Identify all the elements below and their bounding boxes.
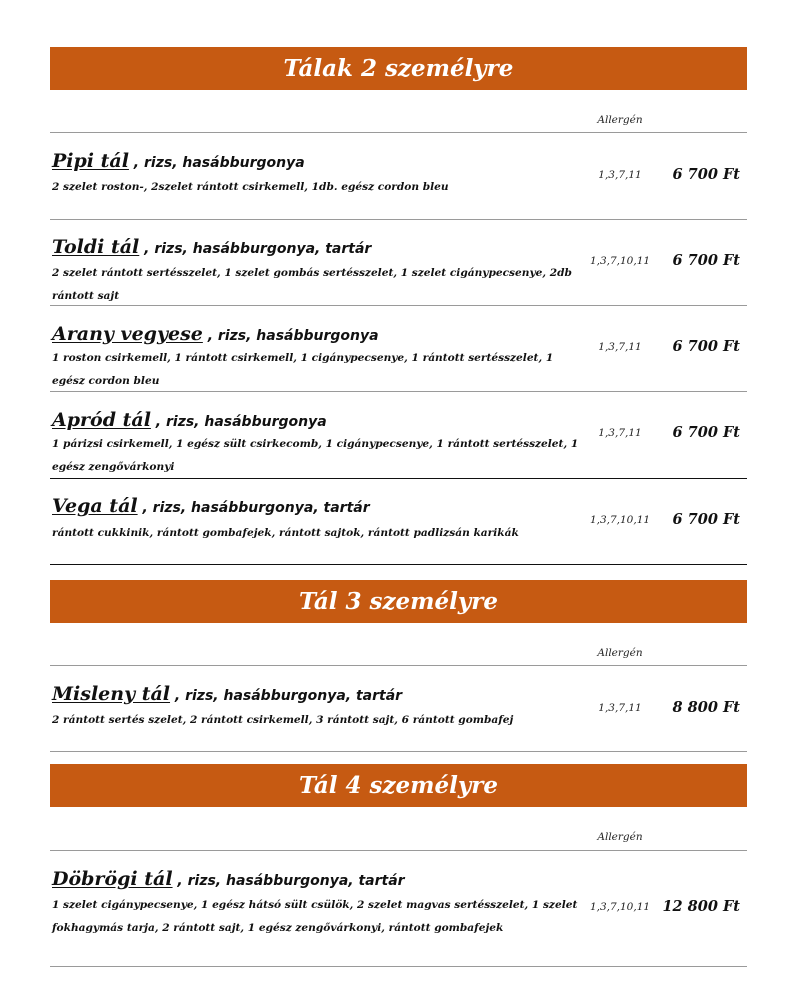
item-title xyxy=(52,150,305,172)
item-allergens: 1,3,7,11 xyxy=(598,341,642,353)
item-price: 6 700 Ft xyxy=(672,511,740,528)
item-price: 12 800 Ft xyxy=(662,898,740,915)
item-sides: , rizs, hasábburgonya xyxy=(150,414,327,430)
item-allergens: 1,3,7,10,11 xyxy=(589,901,651,913)
item-name: Apród tál xyxy=(52,409,151,431)
item-sides: , rizs, hasábburgonya xyxy=(202,328,379,344)
item-name: Pipi tál xyxy=(52,150,129,172)
divider xyxy=(50,665,747,666)
item-sides: , rizs, hasábburgonya xyxy=(128,155,305,171)
item-price: 6 700 Ft xyxy=(672,252,740,269)
allergen-column-header: Allergén xyxy=(597,647,643,659)
item-price: 6 700 Ft xyxy=(672,166,740,183)
item-price: 8 800 Ft xyxy=(672,699,740,716)
item-description: 1 párizsi csirkemell, 1 egész sült csirkecomb, 1 cigánypecsenye, 1 rántott sertésszelet, 1 egész zengővárkonyi xyxy=(52,438,579,473)
divider xyxy=(50,219,747,220)
item-name: Arany vegyese xyxy=(52,323,203,345)
section-title: Tál 4 személyre xyxy=(50,764,747,807)
item-description: 2 rántott sertés szelet, 2 rántott csirkemell, 3 rántott sajt, 6 rántott gombafej xyxy=(52,714,514,726)
item-allergens: 1,3,7,11 xyxy=(598,702,642,714)
divider xyxy=(50,966,747,967)
item-title xyxy=(52,495,370,517)
divider xyxy=(50,751,747,752)
item-title xyxy=(52,868,405,890)
item-description: rántott cukkinik, rántott gombafejek, rántott sajtok, rántott padlizsán karikák xyxy=(52,527,519,539)
item-allergens: 1,3,7,11 xyxy=(598,427,642,439)
divider xyxy=(50,478,747,479)
allergen-column-header: Allergén xyxy=(597,114,643,126)
item-allergens: 1,3,7,11 xyxy=(598,169,642,181)
item-price: 6 700 Ft xyxy=(672,424,740,441)
item-price: 6 700 Ft xyxy=(672,338,740,355)
item-allergens: 1,3,7,10,11 xyxy=(589,255,651,267)
item-name: Toldi tál xyxy=(52,236,140,258)
item-sides: , rizs, hasábburgonya, tartár xyxy=(139,241,372,257)
item-description: 1 szelet cigánypecsenye, 1 egész hátsó sült csülök, 2 szelet magvas sertésszelet, 1 szelet fokhagymás tarja, 2 rántott sajt, 1 egész zengővárkonyi, rántott gombafejek xyxy=(52,899,578,934)
item-title xyxy=(52,409,327,431)
item-description: 1 roston csirkemell, 1 rántott csirkemell, 1 cigánypecsenye, 1 rántott sertésszelet, 1 egész cordon bleu xyxy=(52,352,554,387)
allergen-column-header: Allergén xyxy=(597,831,643,843)
item-description: 2 szelet rántott sertésszelet, 1 szelet gombás sertésszelet, 1 szelet cigánypecsenye, 2db rántott sajt xyxy=(52,267,572,302)
item-title xyxy=(52,236,371,258)
item-sides: , rizs, hasábburgonya, tartár xyxy=(172,873,405,889)
divider xyxy=(50,850,747,851)
item-name: Vega tál xyxy=(52,495,138,517)
section-title: Tálak 2 személyre xyxy=(50,47,747,90)
item-name: Döbrögi tál xyxy=(52,868,173,890)
divider xyxy=(50,564,747,565)
divider xyxy=(50,391,747,392)
divider xyxy=(50,305,747,306)
item-name: Misleny tál xyxy=(52,683,171,705)
item-title xyxy=(52,323,379,345)
item-sides: , rizs, hasábburgonya, tartár xyxy=(137,500,370,516)
item-title xyxy=(52,683,402,705)
item-sides: , rizs, hasábburgonya, tartár xyxy=(170,688,403,704)
section-title: Tál 3 személyre xyxy=(50,580,747,623)
item-description: 2 szelet roston-, 2szelet rántott csirkemell, 1db. egész cordon bleu xyxy=(52,181,449,193)
divider xyxy=(50,132,747,133)
item-allergens: 1,3,7,10,11 xyxy=(589,514,651,526)
